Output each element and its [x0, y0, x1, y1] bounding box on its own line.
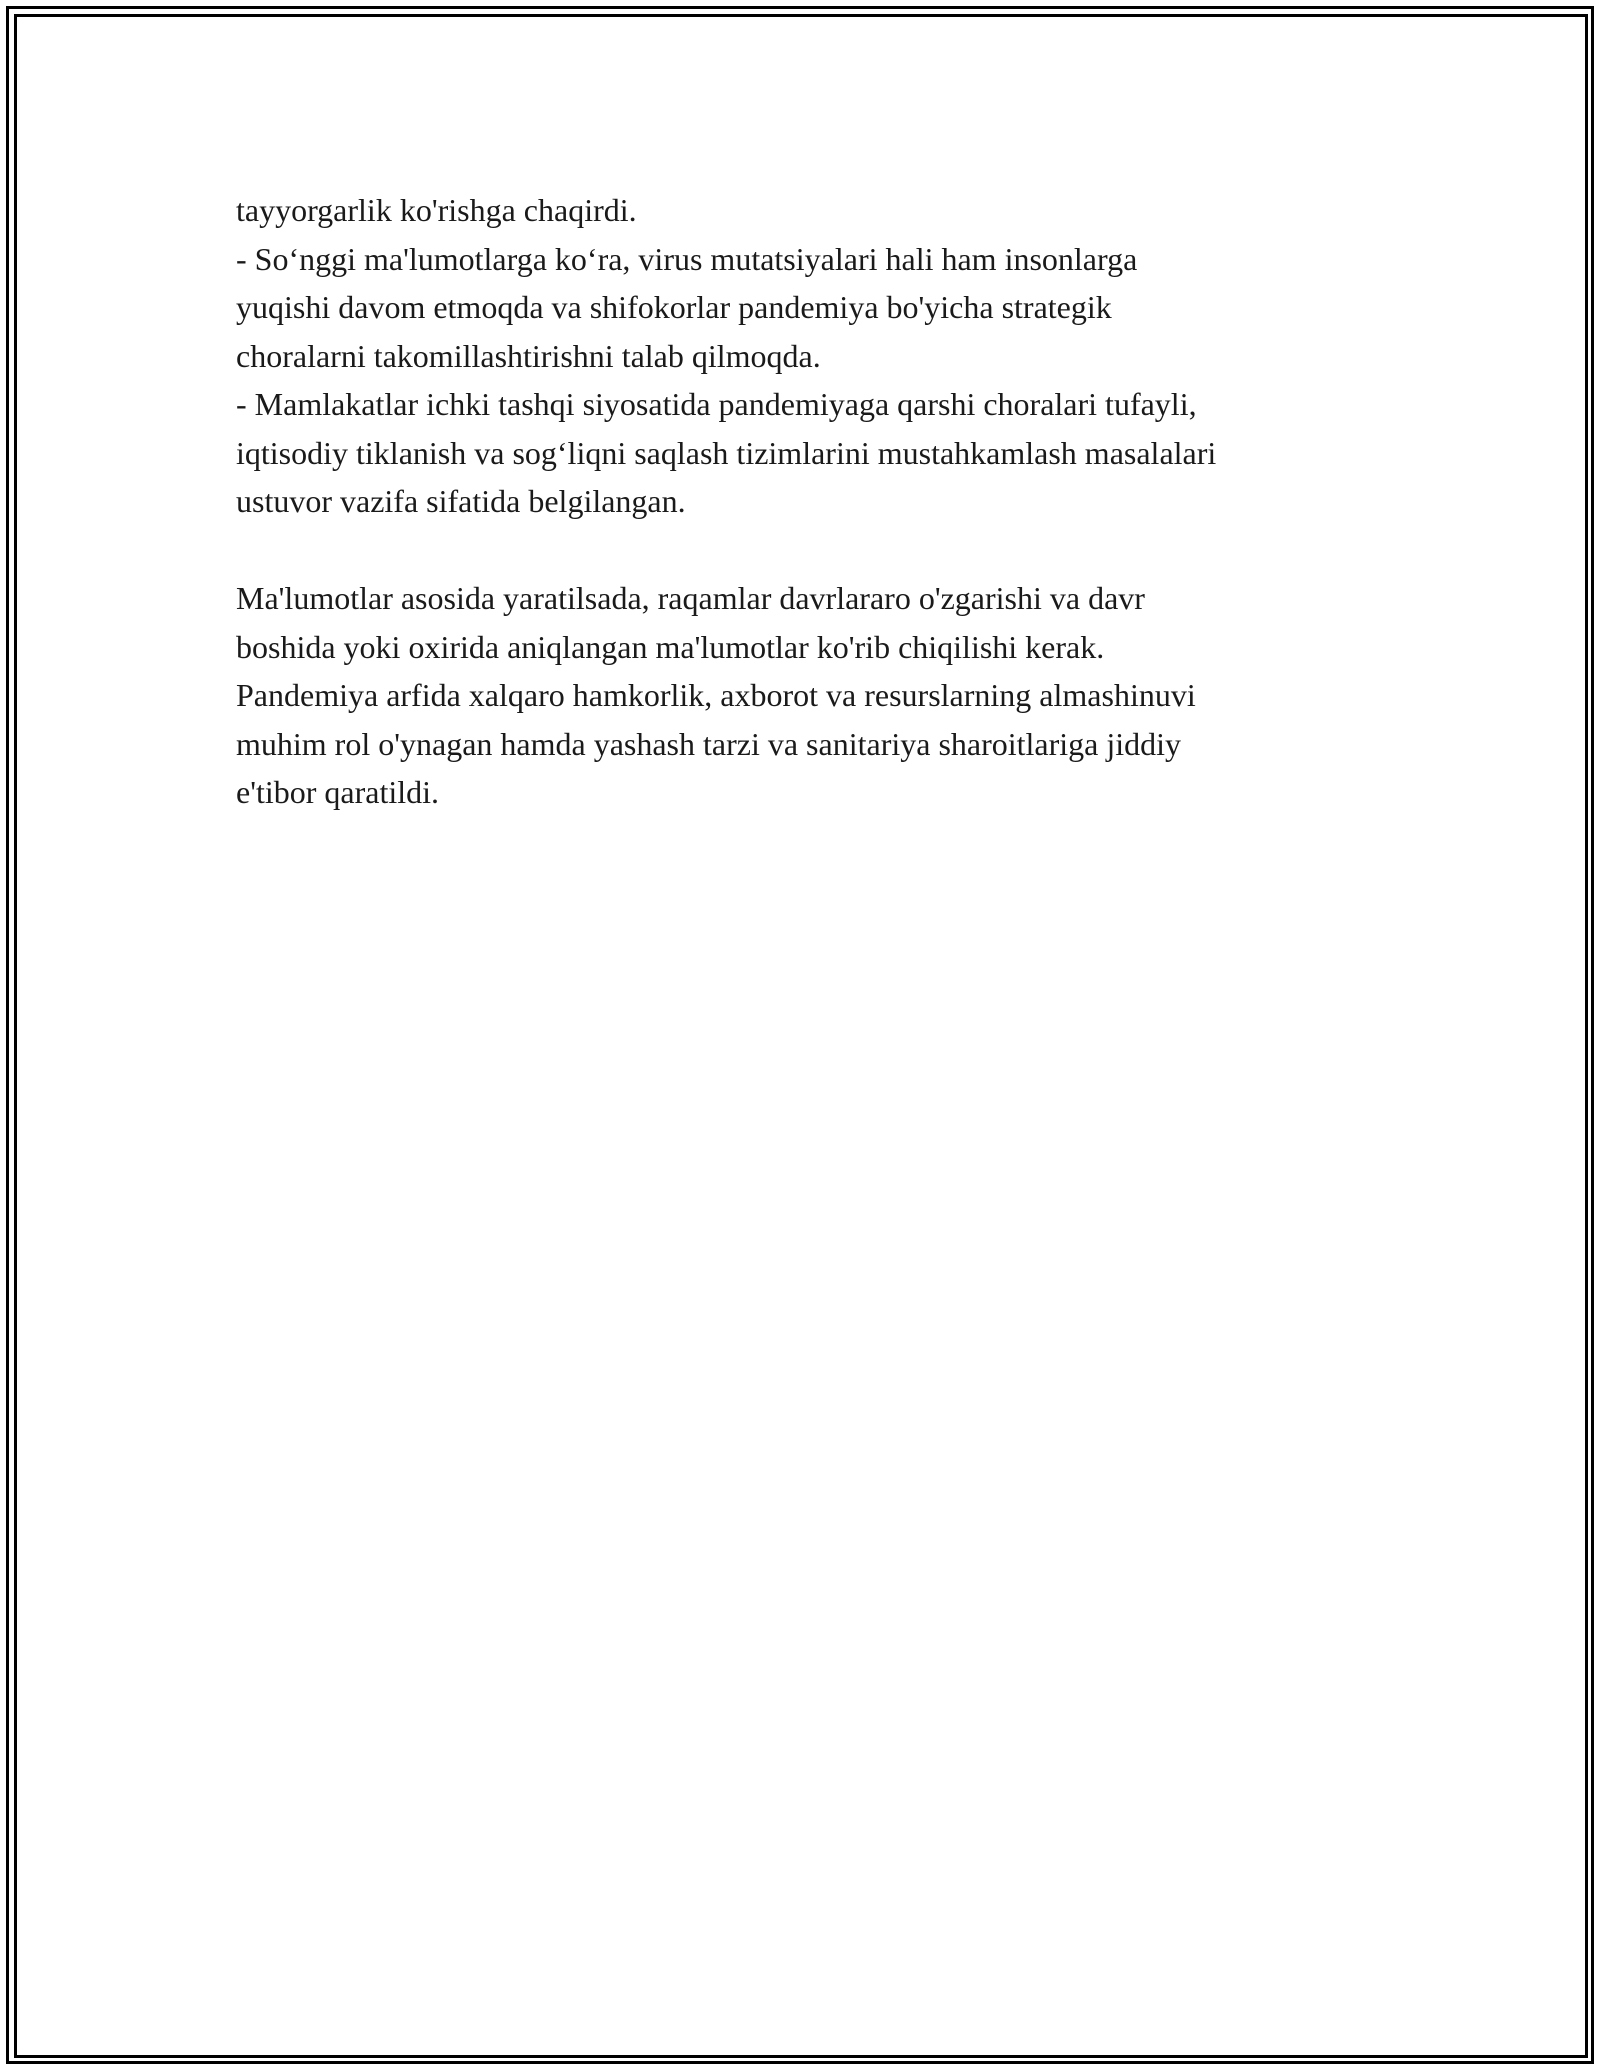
text-line: iqtisodiy tiklanish va sog‘liqni saqlash tizimlarini mustahkamlash masalalari: [236, 434, 1217, 471]
text-line: muhim rol o'ynagan hamda yashash tarzi va sanitariya sharoitlariga jiddiy: [236, 725, 1182, 762]
text-line: - So‘nggi ma'lumotlarga ko‘ra, virus mutatsiyalari hali ham insonlarga: [236, 240, 1138, 277]
text-line: boshida yoki oxirida aniqlangan ma'lumotlar ko'rib chiqilishi kerak.: [236, 628, 1105, 665]
text-line: yuqishi davom etmoqda va shifokorlar pandemiya bo'yicha strategik: [236, 289, 1112, 325]
text-line: e'tibor qaratildi.: [236, 774, 440, 810]
paragraph-2: [236, 574, 1396, 817]
text-line: Pandemiya arfida xalqaro hamkorlik, axborot va resurslarning almashinuvi: [236, 677, 1196, 713]
paragraph-1: [236, 186, 1396, 526]
paragraph-spacer: [236, 526, 1396, 575]
text-line: ustuvor vazifa sifatida belgilangan.: [236, 483, 686, 519]
text-line: tayyorgarlik ko'rishga chaqirdi.: [236, 192, 637, 228]
text-line: choralarni takomillashtirishni talab qilmoqda.: [236, 337, 821, 374]
text-line: - Mamlakatlar ichki tashqi siyosatida pandemiyaga qarshi choralari tufayli,: [236, 386, 1197, 422]
text-line: Ma'lumotlar asosida yaratilsada, raqamlar davrlararo o'zgarishi va davr: [236, 580, 1145, 616]
document-body: [236, 186, 1396, 817]
